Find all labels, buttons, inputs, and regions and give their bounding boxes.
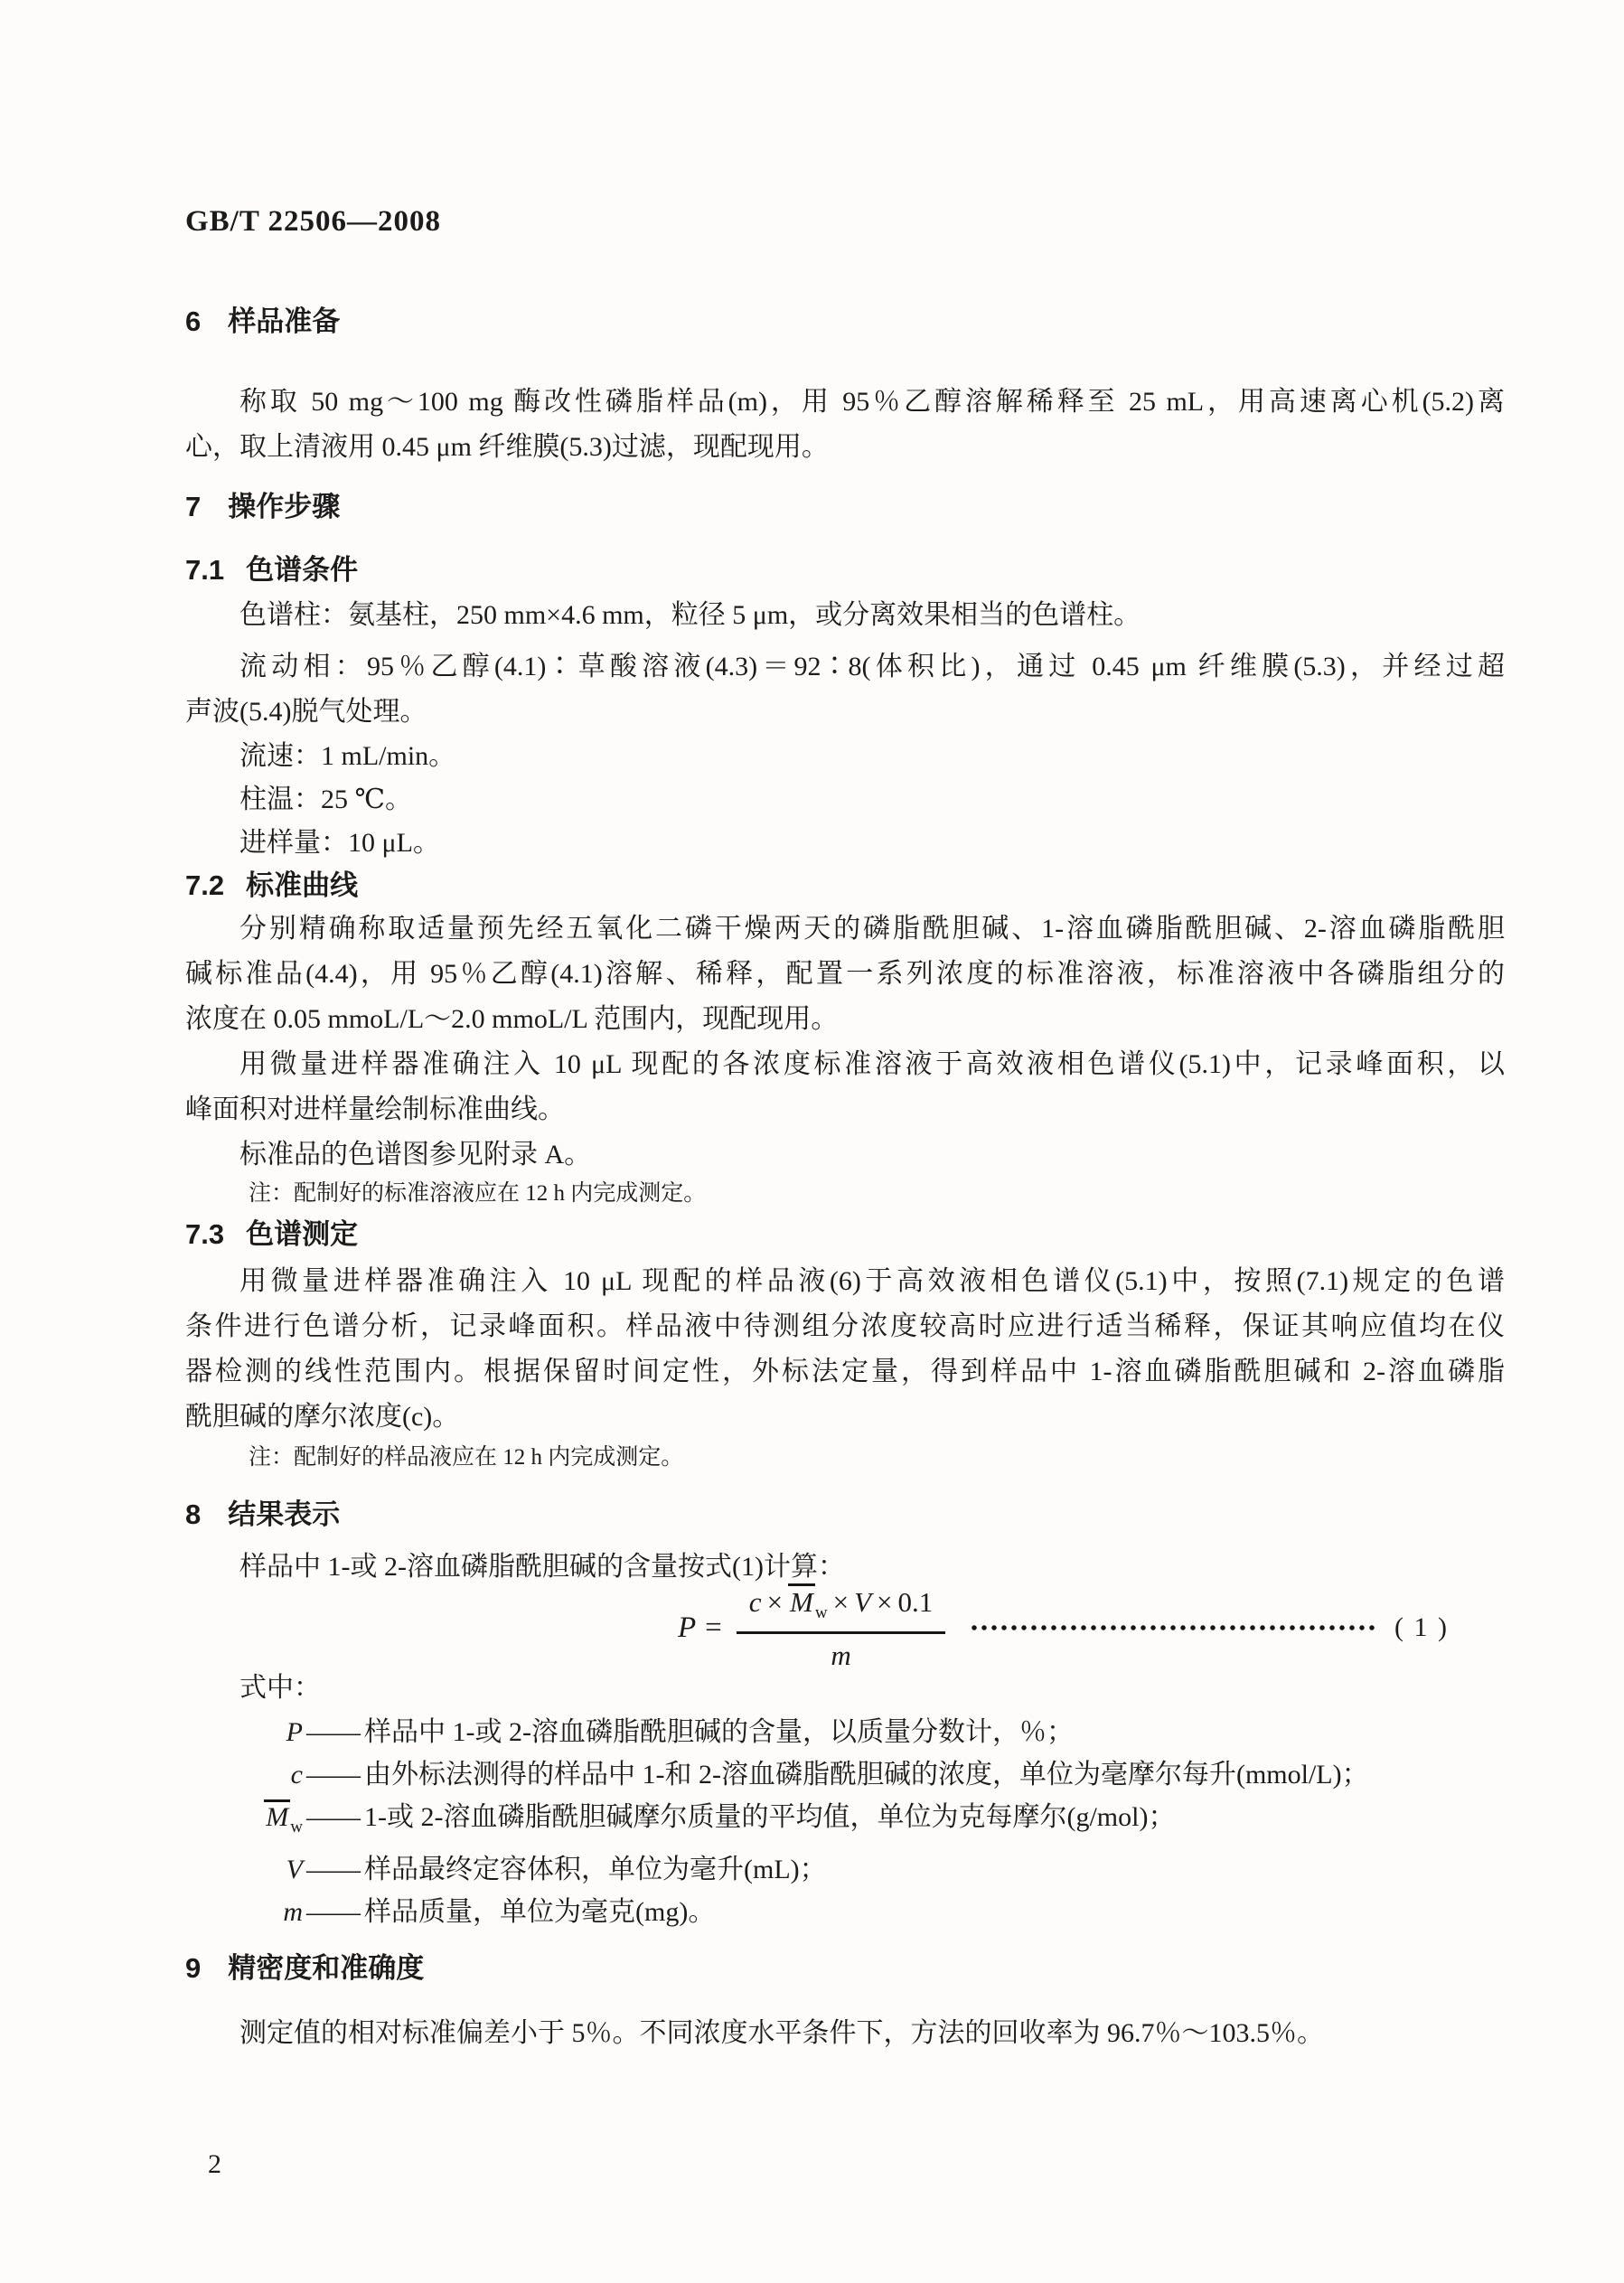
section-7-3-title: 色谱测定 [246,1218,359,1250]
text-line: 称取 50 mg～100 mg 酶改性磷脂样品(m)，用 95％乙醇溶解稀释至 25 mL，用高速离心机(5.2)离 [239,387,1505,417]
definition-dash: —— [306,1717,361,1747]
text-line: 测定值的相对标准偏差小于 5％。不同浓度水平条件下，方法的回收率为 96.7％～103.5％。 [239,2018,1324,2048]
constant-0-1: 0.1 [897,1586,934,1619]
section-7-1-title: 色谱条件 [246,554,359,586]
section-9-heading [185,1948,1505,1989]
text-line: 条件进行色谱分析，记录峰面积。样品液中待测组分浓度较高时应进行适当稀释，保证其响应值均在仪 [185,1311,1505,1341]
section-7-3-number: 7.3 [185,1218,225,1250]
section-7-2-heading [185,865,1505,907]
text-line: 分别精确称取适量预先经五氧化二磷干燥两天的磷脂酰胆碱、1-溶血磷脂酰胆碱、2-溶血磷脂酰胆 [239,914,1505,944]
injection-volume-paragraph [185,822,1505,865]
text-line: 用微量进样器准确注入 10 μL 现配的各浓度标准溶液于高效液相色谱仪(5.1)中，记录峰面积，以 [239,1049,1505,1079]
definition-dash: —— [306,1855,361,1884]
column-temperature-paragraph [185,778,1505,822]
symbol-definitions [185,1711,1505,1933]
multiply-sign: × [832,1586,850,1619]
sample-measurement-paragraph [185,1259,1505,1440]
section-7-heading [185,486,1505,528]
text-line: 浓度在 0.05 mmoL/L～2.0 mmoL/L 范围内，现配现用。 [185,1004,839,1034]
variable-m: m [831,1639,851,1671]
mobile-phase-paragraph [185,644,1505,735]
definition-dash: —— [306,1760,361,1790]
text-line: 进样量：10 μL。 [239,828,440,858]
definition-dash: —— [306,1802,361,1832]
standard-injection-paragraph [185,1042,1505,1132]
definition-row-m [185,1891,1505,1933]
section-6-title: 样品准备 [228,305,341,337]
text-line: 流动相：95％乙醇(4.1)∶草酸溶液(4.3)＝92∶8(体积比)，通过 0.45 μm 纤维膜(5.3)，并经过超 [239,652,1505,681]
text-line: 器检测的线性范围内。根据保留时间定性，外标法定量，得到样品中 1-溶血磷脂酰胆碱和 2-溶血磷脂 [185,1357,1505,1386]
variable-P: P [678,1611,697,1644]
section-8-title: 结果表示 [228,1499,341,1530]
standard-solution-note: 注：配制好的标准溶液应在 12 h 内完成测定。 [249,1181,707,1206]
text-line: 心，取上清液用 0.45 μm 纤维膜(5.3)过滤，现配现用。 [185,432,829,462]
mean-molar-mass-overline [264,1799,290,1831]
fraction-denominator [737,1634,945,1672]
section-8-number: 8 [185,1499,202,1530]
annex-reference-paragraph [185,1132,1505,1178]
section-7-1-number: 7.1 [185,554,225,586]
text-line: 用微量进样器准确注入 10 μL 现配的样品液(6)于高效液相色谱仪(5.1)中，按照(7.1)规定的色谱 [239,1266,1505,1296]
equation-number: ( 1 ) [1394,1612,1449,1642]
section-7-3-heading [185,1214,1505,1255]
equals-sign: = [705,1611,722,1644]
text-line: 标准品的色谱图参见附录 A。 [239,1140,592,1170]
standard-preparation-paragraph [185,907,1505,1042]
equation-body [678,1583,945,1671]
definition-row-Mw [185,1796,1505,1848]
definition-row-P [185,1711,1505,1753]
symbol-c: c [290,1760,303,1790]
standard-number-header: GB/T 22506—2008 [185,205,442,238]
where-clause-label: 式中： [239,1673,321,1703]
equation-1 [185,1586,1505,1671]
text-line: 酰胆碱的摩尔浓度(c)。 [185,1402,460,1432]
section-7-1-heading [185,550,1505,591]
dotted-leader [971,1624,1375,1631]
definition-dash: —— [306,1897,361,1927]
definition-row-c [185,1753,1505,1796]
section-7-2-number: 7.2 [185,869,225,901]
fraction [737,1583,945,1671]
page-content [185,203,1505,2183]
variable-c: c [748,1586,762,1619]
definition-text-m: 样品质量，单位为毫克(mg)。 [364,1897,716,1927]
page-number: 2 [208,2149,221,2179]
definition-text-Mw: 1-或 2-溶血磷脂酰胆碱摩尔质量的平均值，单位为克每摩尔(g/mol)； [364,1802,1176,1832]
text-line: 色谱柱：氨基柱，250 mm×4.6 mm，粒径 5 μm，或分离效果相当的色谱柱。 [239,600,1141,630]
section-8-heading [185,1494,1505,1536]
text-line: 声波(5.4)脱气处理。 [185,697,427,727]
column-condition-paragraph [185,593,1505,638]
section-7-title: 操作步骤 [228,491,341,522]
text-line: 流速：1 mL/min。 [239,741,456,771]
subscript-w: w [290,1818,303,1837]
text-line: 柱温：25 ℃。 [239,784,413,814]
subscript-w: w [814,1603,828,1623]
definition-text-c: 由外标法测得的样品中 1-和 2-溶血磷脂酰胆碱的浓度，单位为毫摩尔每升(mmol/L)； [364,1760,1369,1790]
variable-M: M [266,1802,289,1832]
flow-rate-paragraph [185,735,1505,778]
section-6-number: 6 [185,305,202,337]
precision-paragraph [185,2011,1505,2056]
multiply-sign: × [877,1586,893,1619]
section-9-title: 精密度和准确度 [228,1952,425,1984]
section-6-heading [185,301,1505,343]
section-9-number: 9 [185,1952,202,1984]
symbol-m: m [283,1897,303,1927]
definition-text-P: 样品中 1-或 2-溶血磷脂酰胆碱的含量，以质量分数计，％； [364,1717,1074,1747]
symbol-P: P [286,1717,303,1747]
fraction-numerator [737,1583,945,1633]
text-line: 样品中 1-或 2-溶血磷脂酰胆碱的含量按式(1)计算： [239,1552,845,1582]
variable-M: M [790,1586,813,1619]
section-6-paragraph [185,380,1505,470]
multiply-sign: × [766,1586,784,1619]
symbol-V: V [286,1855,303,1884]
symbol-Mw [185,1796,303,1848]
sample-solution-note: 注：配制好的样品液应在 12 h 内完成测定。 [249,1445,684,1470]
variable-V: V [854,1586,872,1619]
section-7-number: 7 [185,491,202,522]
text-line: 碱标准品(4.4)，用 95％乙醇(4.1)溶解、稀释，配置一系列浓度的标准溶液，标准溶液中各磷脂组分的 [185,959,1505,989]
section-7-2-title: 标准曲线 [246,869,359,901]
definition-text-V: 样品最终定容体积，单位为毫升(mL)； [364,1855,827,1884]
definition-row-V [185,1848,1505,1891]
mean-molar-mass-overline [788,1583,815,1619]
text-line: 峰面积对进样量绘制标准曲线。 [185,1095,565,1124]
